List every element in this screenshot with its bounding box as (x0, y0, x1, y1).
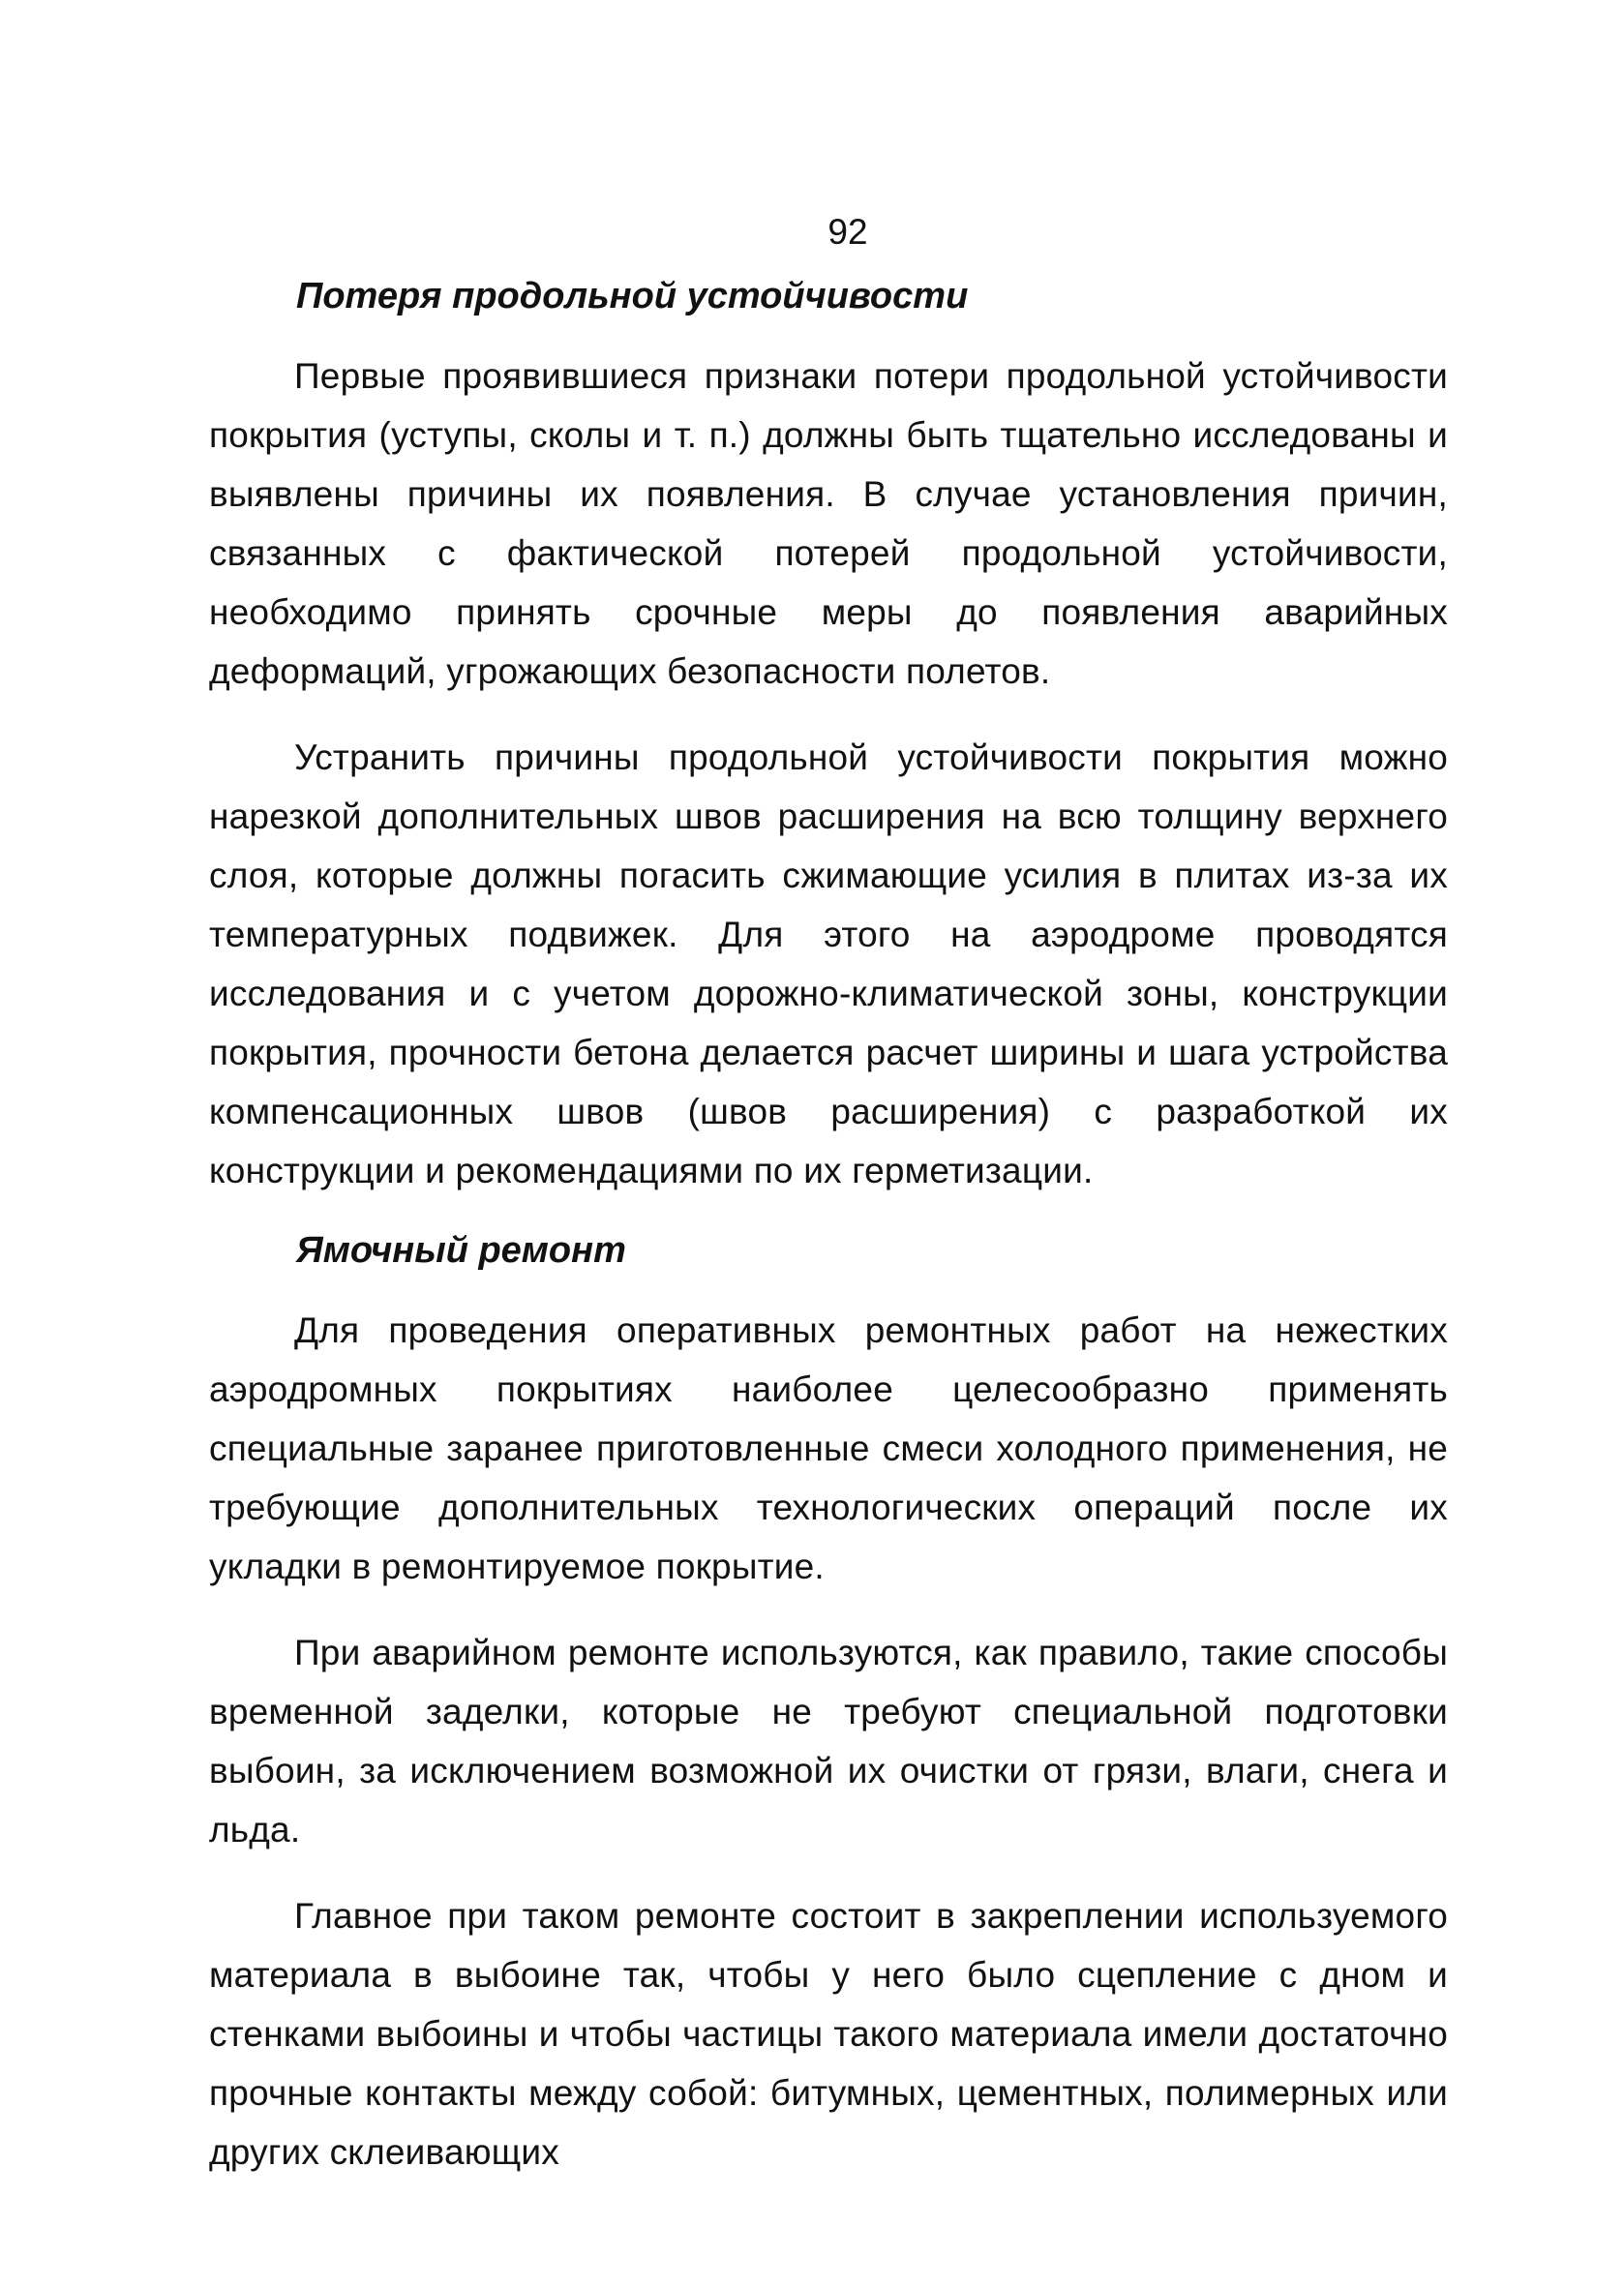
paragraph: При аварийном ремонте используются, как правило, такие способы временной заделки, которые не требуют специальной подготовки выбоин, за исключением возможной их очистки от грязи, влаги, снега и льда. (209, 1633, 1448, 1850)
page-number: 92 (827, 212, 868, 252)
paragraph: Первые проявившиеся признаки потери продольной устойчивости покрытия (уступы, сколы и т. п.) должны быть тщательно исследованы и выявлены причины их появления. В случае установления причин, связанных с фактической потерей продольной устойчивости, необходимо принять срочные меры до появления аварийных деформаций, угрожающих безопасности полетов. (209, 356, 1448, 691)
section-heading-longitudinal-stability: Потеря продольной устойчивости (296, 276, 969, 316)
paragraph: Устранить причины продольной устойчивости покрытия можно нарезкой дополнительных швов расширения на всю толщину верхнего слоя, которые должны погасить сжимающие усилия в плитах из-за их температурных подвижек. Для этого на аэродроме проводятся исследования и с учетом дорожно-климатической зоны, конструкции покрытия, прочности бетона делается расчет ширины и шага устройства компенсационных швов (швов расширения) с разработкой их конструкции и рекомендациями по их герметизации. (209, 737, 1448, 1190)
section-heading-pothole-repair: Ямочный ремонт (296, 1230, 626, 1271)
paragraph: Для проведения оперативных ремонтных работ на нежестких аэродромных покрытиях наиболее целесообразно применять специальные заранее приготовленные смеси холодного применения, не требующие дополнительных технологических операций после их укладки в ремонтируемое покрытие. (209, 1310, 1448, 1586)
document-page (209, 203, 1448, 2209)
paragraph: Главное при таком ремонте состоит в закреплении используемого материала в выбоине так, чтобы у него было сцепление с дном и стенками выбоины и чтобы частицы такого материала имели достаточно прочные контакты между собой: битумных, цементных, полимерных или других склеивающих (209, 1896, 1448, 2172)
